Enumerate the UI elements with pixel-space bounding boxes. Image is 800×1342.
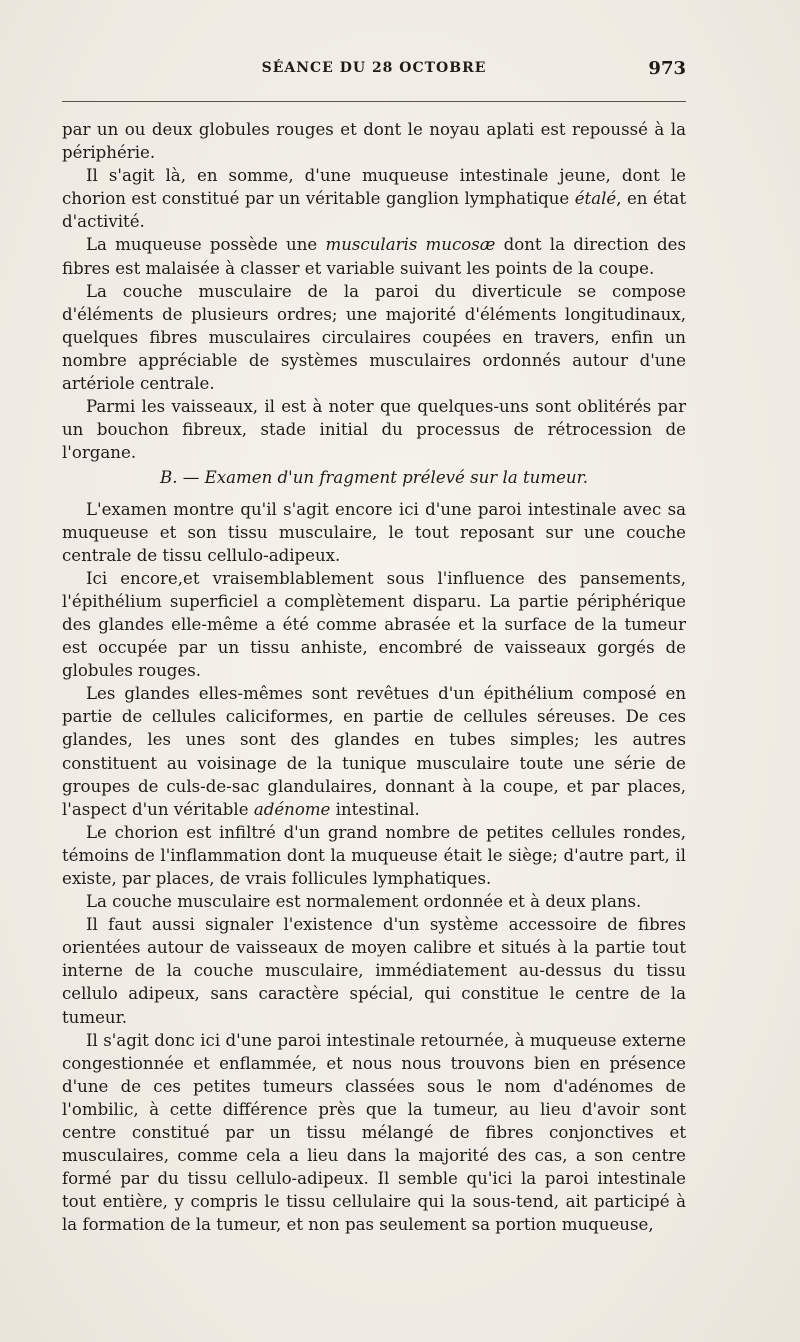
- paragraph: L'examen montre qu'il s'agit encore ici d'une paroi intestinale avec sa muqueuse et son tissu musculaire, le tout reposant sur une couche centrale de tissu cellulo-adipeux.: [62, 499, 686, 565]
- italic-term: étalé: [574, 189, 617, 209]
- paragraph: Parmi les vaisseaux, il est à noter que quelques-uns sont oblitérés par un bouchon fibreux, stade initial du processus de rétrocession de l'organe.: [62, 397, 686, 463]
- paragraph: Il faut aussi signaler l'existence d'un système accessoire de fibres orientées autour de vaisseaux de moyen calibre et situés à la partie tout interne de la couche musculaire, immédiatement au-dessus du tissu cellulo adipeux, sans caractère spécial, qui constitue le centre de la tumeur.: [62, 915, 686, 1027]
- body-text: [62, 118, 686, 1237]
- paragraph: La couche musculaire est normalement ordonnée et à deux plans.: [86, 892, 642, 912]
- paragraph: La muqueuse possède une muscularis mucosæ dont la direction des fibres est malaisée à classer et variable suivant les points de la coupe.: [62, 235, 687, 278]
- paragraph: Il s'agit là, en somme, d'une muqueuse intestinale jeune, dont le chorion est constitué par un véritable ganglion lymphatique étalé, en état d'activité.: [62, 166, 686, 232]
- italic-term: adénome: [253, 799, 331, 819]
- running-title: SÉANCE DU 28 OCTOBRE: [261, 60, 487, 76]
- paragraph: par un ou deux globules rouges et dont le noyau aplati est repoussé à la périphérie.: [62, 120, 686, 163]
- section-heading: B. — Examen d'un fragment prélevé sur la tumeur.: [160, 468, 588, 488]
- paragraph: Le chorion est infiltré d'un grand nombre de petites cellules rondes, témoins de l'inflammation dont la muqueuse était le siège; d'autre part, il existe, par places, de vrais follicules lymphatiques.: [62, 822, 686, 888]
- paragraph: Les glandes elles-mêmes sont revêtues d'un épithélium composé en partie de cellules caliciformes, en partie de cellules séreuses. De ces glandes, les unes sont des glandes en tubes simples; les autres constituent au voisinage de la tunique musculaire toute une série de groupes de culs-de-sac glandulaires, donnant à la coupe, et par places, l'aspect d'un véritable adénome intestinal.: [62, 684, 686, 819]
- page-header: [62, 60, 686, 86]
- header-rule: [62, 101, 686, 102]
- page-number: 973: [648, 58, 686, 79]
- paragraph: La couche musculaire de la paroi du diverticule se compose d'éléments de plusieurs ordres; une majorité d'éléments longitudinaux, quelques fibres musculaires circulaires coupées en travers, enfin un nombre appréciable de systèmes musculaires ordonnés autour d'une artériole centrale.: [62, 281, 686, 394]
- paragraph: Ici encore,et vraisemblablement sous l'influence des pansements, l'épithélium superficiel a complètement disparu. La partie périphérique des glandes elle-même a été comme abrasée et la surface de la tumeur est occupée par un tissu anhiste, encombré de vaisseaux gorgés de globules rouges.: [62, 568, 686, 681]
- italic-term: muscularis mucosæ: [325, 235, 496, 255]
- paragraph: Il s'agit donc ici d'une paroi intestinale retournée, à muqueuse externe congestionnée et enflammée, et nous nous trouvons bien en présence d'une de ces petites tumeurs classées sous le nom d'adénomes de l'ombilic, à cette différence près que la tumeur, au lieu d'avoir sont centre constitué par un tissu mélangé de fibres conjonctives et musculaires, comme cela a lieu dans la majorité des cas, a son centre formé par du tissu cellulo-adipeux. Il semble qu'ici la paroi intestinale tout entière, y compris le tissu cellulaire qui la sous-tend, ait participé à la formation de la tumeur, et non pas seulement sa portion muqueuse,: [62, 1030, 686, 1235]
